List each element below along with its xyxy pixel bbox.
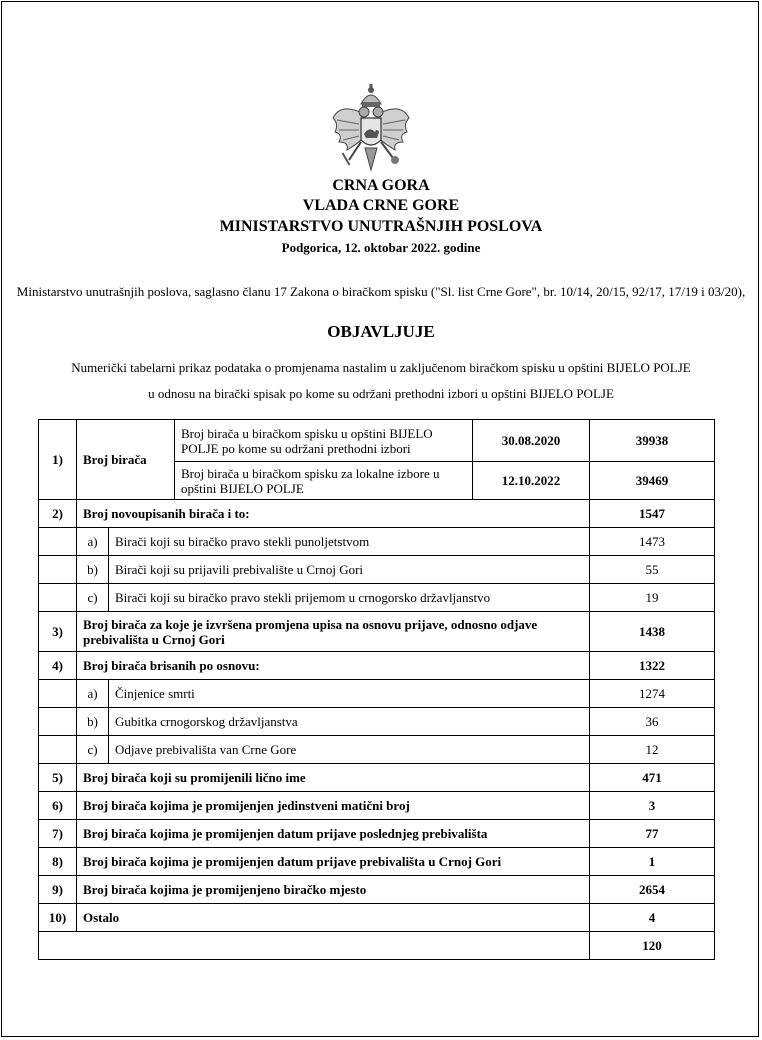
row-number: 10) [39,904,77,932]
row-label: Činjenice smrti [109,680,590,708]
description-line-1: Numerički tabelarni prikaz podataka o promjenama nastalim u zaključenom biračkom spisku u opštini BIJELO POLJE [71,360,691,375]
table-row [39,820,715,848]
row-letter: c) [77,736,109,764]
row-label: Odjave prebivališta van Crne Gore [109,736,590,764]
voter-changes-table [38,419,715,960]
row-value: 4 [590,904,715,932]
table-row [39,556,715,584]
description-line-2: u odnosu na birački spisak po kome su održani prethodni izbori u opštini BIJELO POLJE [148,386,614,401]
table-row [39,848,715,876]
row-value: 2654 [590,876,715,904]
table-row [39,708,715,736]
row-letter: c) [77,584,109,612]
row-sublabel: Broj birača u biračkom spisku za lokalne izbore u opštini BIJELO POLJE [175,462,473,500]
table-row [39,792,715,820]
row-number: 7) [39,820,77,848]
row-label: Broj birača koji su promijenili lično ime [77,764,590,792]
row-value: 120 [590,932,715,960]
row-date: 12.10.2022 [473,462,590,500]
row-label: Broj birača kojima je promijenjen datum prijave poslednjeg prebivališta [77,820,590,848]
country-title: CRNA GORA [332,177,430,194]
row-label: Broj novoupisanih birača i to: [77,500,590,528]
row-value: 39469 [590,462,715,500]
row-label: Birači koji su biračko pravo stekli punoljetstvom [109,528,590,556]
table-row [39,680,715,708]
row-label: Broj birača za koje je izvršena promjena upisa na osnovu prijave, odnosno odjave prebivališta u Crnoj Gori [77,612,590,652]
row-letter: a) [77,528,109,556]
row-value: 1473 [590,528,715,556]
row-label: Ostalo [77,904,590,932]
row-value: 471 [590,764,715,792]
intro-text: Ministarstvo unutrašnjih poslova, saglasno članu 17 Zakona o biračkom spisku ("Sl. list Crne Gore", br. 10/14, 20/15, 92/17, 17/19 i 03/20), [16,284,746,299]
row-value: 55 [590,556,715,584]
table-row [39,932,715,960]
table-row [39,764,715,792]
table-row [39,612,715,652]
row-label: Birači koji su prijavili prebivalište u Crnoj Gori [109,556,590,584]
row-number: 9) [39,876,77,904]
row-value: 12 [590,736,715,764]
row-number: 3) [39,612,77,652]
row-number: 8) [39,848,77,876]
table-row [39,736,715,764]
row-label: Birači koji su biračko pravo stekli prijemom u crnogorsko državljanstvo [109,584,590,612]
row-number: 6) [39,792,77,820]
table-row [39,904,715,932]
row-sublabel: Broj birača u biračkom spisku u opštini BIJELO POLJE po kome su održani prethodni izbori [175,420,473,462]
row-number: 4) [39,652,77,680]
row-letter: b) [77,708,109,736]
row-value: 19 [590,584,715,612]
row-date: 30.08.2020 [473,420,590,462]
row-number: 2) [39,500,77,528]
row-value: 1438 [590,612,715,652]
row-label: Broj birača kojima je promijenjen datum prijave prebivališta u Crnoj Gori [77,848,590,876]
announce-heading: OBJAVLJUJE [327,322,435,341]
row-number: 1) [39,420,77,500]
table-row [39,876,715,904]
row-value: 1274 [590,680,715,708]
row-label: Gubitka crnogorskog državljanstva [109,708,590,736]
row-value: 1 [590,848,715,876]
row-number: 5) [39,764,77,792]
row-value: 1547 [590,500,715,528]
row-label: Broj birača kojima je promijenjeno biračko mjesto [77,876,590,904]
table-row [39,584,715,612]
table-row [39,500,715,528]
row-letter: a) [77,680,109,708]
row-value: 77 [590,820,715,848]
table-row [39,528,715,556]
government-title: VLADA CRNE GORE [302,197,460,214]
row-value: 39938 [590,420,715,462]
table-row [39,652,715,680]
row-label: Broj birača kojima je promijenjen jedinstveni matični broj [77,792,590,820]
coat-of-arms-emblem [331,84,411,176]
ministry-title: MINISTARSTVO UNUTRAŠNJIH POSLOVA [219,218,543,235]
row-value: 1322 [590,652,715,680]
place-date: Podgorica, 12. oktobar 2022. godine [281,240,481,255]
row-value: 3 [590,792,715,820]
row-letter: b) [77,556,109,584]
row-value: 36 [590,708,715,736]
row-label: Broj birača [77,420,175,500]
table-row [39,420,715,462]
row-label: Broj birača brisanih po osnovu: [77,652,590,680]
